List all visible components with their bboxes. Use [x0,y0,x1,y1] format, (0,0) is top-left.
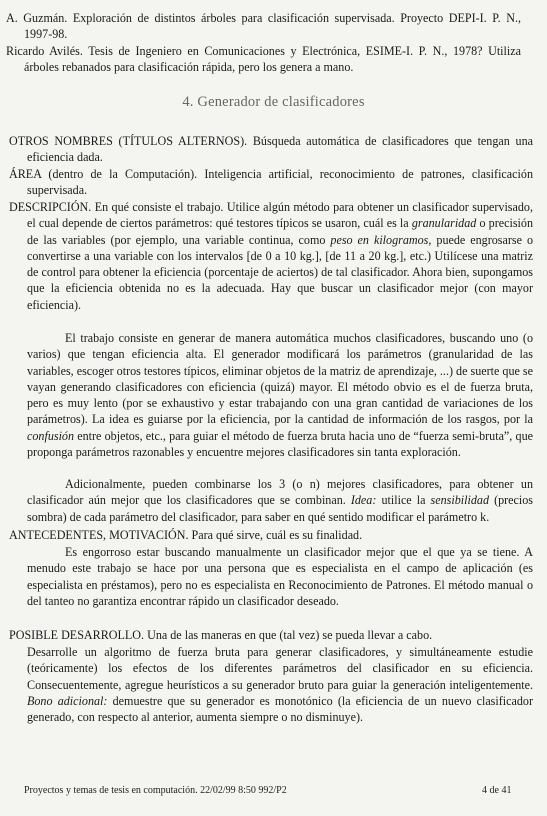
descripcion-text: En qué consiste el trabajo. Utilice algún método para obtener un clasificador supervisado, el cual depende de ciertos parámetros: qué testores típicos se usaron, cuál es la [27,200,533,231]
posible-text: Una de las maneras en que (tal vez) se pueda llevar a cabo. [147,628,433,642]
otros-nombres-paragraph [9,133,533,166]
section-heading: 4. Generador de clasificadores [182,94,365,110]
otros-nombres-label: OTROS NOMBRES (TÍTULOS ALTERNOS). [9,134,248,148]
antecedentes-body-text: Es engorroso estar buscando manualmente un clasificador mejor que el que ya se tiene. A menudo este trabajo se hace por una persona que es especialista en el campo de aplicación (es especialista en préstamos), pero no es especialista en Reconocimiento de Patrones. El método manual o del tanteo no garantiza encontrar rápido un clasificador deseado. [27,545,533,608]
reference-author: Ricardo Avilés. [6,44,83,58]
reference-text: Tesis de Ingeniero en Comunicaciones y Electrónica, ESIME-I. P. N., 1978? Utiliza árboles rebanados para clasificación rápida, pero los genera a mano. [24,44,522,75]
descripcion-text: puede engrosarse o convertirse a una variable con los intervalos [de 0 a 10 kg.], [de 11 a 20 kg.], etc.) Utilícese una matriz de control para obtener la eficiencia (porcentaje de aciertos) de tal clasificador. Ahora bien, supongamos que la eficiencia obtenida no es la adecuada. Hay que buscar un clasificador mejor (con mayor eficiencia). [27,232,533,312]
descripcion-paragraph [9,199,533,313]
footer-left: Proyectos y temas de tesis en computación. 22/02/99 8:50 992/P2 [24,785,287,796]
emphasis-idea: Idea: [350,493,377,508]
posible-body-text: Desarrolle un algoritmo de fuerza bruta para generar clasificadores, y simultáneamente estudie (teóricamente) los efectos de los diferentes parámetros del clasificador en su eficiencia. Consecuentemente, agregue heurísticos a su generador bruto para guiar la generación inteligentemente. [27,645,533,692]
emphasis-peso: peso en kilogramos, [330,232,432,247]
descripcion-text: utilice la [381,493,426,508]
reference-author: A. Guzmán. [6,11,68,25]
emphasis-sensibilidad: sensibilidad [430,493,489,508]
descripcion-text: o precisión de las variables (por ejemplo, una variable continua, como [27,216,533,247]
descripcion-text: (precios sombra) de cada parámetro del clasificador, para saber en qué sentido modificar el parámetro k. [27,493,534,524]
posible-label: POSIBLE DESARROLLO. [9,628,145,642]
reference-text: Exploración de distintos árboles para clasificación supervisada. Proyecto DEPI-I. P. N., 1997-98. [24,11,521,42]
area-text: Inteligencia artificial, reconocimiento de patrones, clasificación supervisada. [27,167,533,198]
descripcion-text: entre objetos, etc., para guiar el método de fuerza bruta hacia uno de “fuerza semi-bruta”, que proponga parámetros razonables y encuentre mejores clasificadores sin tanta exploración. [27,428,533,460]
footer-page-number: 4 de 41 [482,785,512,796]
antecedentes-body [27,544,533,609]
descripcion-paragraph-2 [27,330,533,460]
posible-body [27,644,533,725]
reference-guzman [6,10,521,43]
emphasis-bono: Bono adicional: [27,693,108,708]
emphasis-granularidad: granularidad [411,216,477,231]
descripcion-label: DESCRIPCIÓN. [9,200,92,214]
antecedentes-label: ANTECEDENTES, MOTIVACIÓN. [9,528,189,542]
area-label: ÁREA (dentro de la Computación). [9,167,198,181]
posible-body-text: demuestre que su generador es monotónico (la eficiencia de un nuevo clasificador generado, con respecto al anterior, aumenta siempre o no disminuye). [27,693,533,725]
descripcion-text: Adicionalmente, pueden combinarse los 3 (o n) mejores clasificadores, para obtener un clasificador aún mejor que los clasificadores que se combinan. [27,477,533,508]
emphasis-confusion: confusión [27,428,75,443]
descripcion-text: El trabajo consiste en generar de manera automática muchos clasificadores, buscando uno (o varios) que tengan eficiencia alta. El generador modificará los parámetros (granularidad de las variables, escoger otros testores típicos, eliminar objetos de la matriz de aprendizaje, ...) de suerte que se vayan generando clasificadores con eficiencia (quizá) mayor. El método obvio es el de fuerza bruta, pero es muy lento (por se exhaustivo y estar trabajando con una gran cantidad de variaciones de los parámetros). La idea es guiarse por la eficiencia, por la cantidad de información de los rasgos, por la [27,331,533,427]
antecedentes-paragraph [9,527,533,543]
posible-paragraph [9,627,533,643]
descripcion-paragraph-3 [27,476,533,525]
antecedentes-text: Para qué sirve, cuál es su finalidad. [191,528,363,542]
area-paragraph [9,166,533,199]
otros-nombres-text: Búsqueda automática de clasificadores que tengan una eficiencia dada. [27,134,533,165]
reference-aviles [6,43,522,76]
